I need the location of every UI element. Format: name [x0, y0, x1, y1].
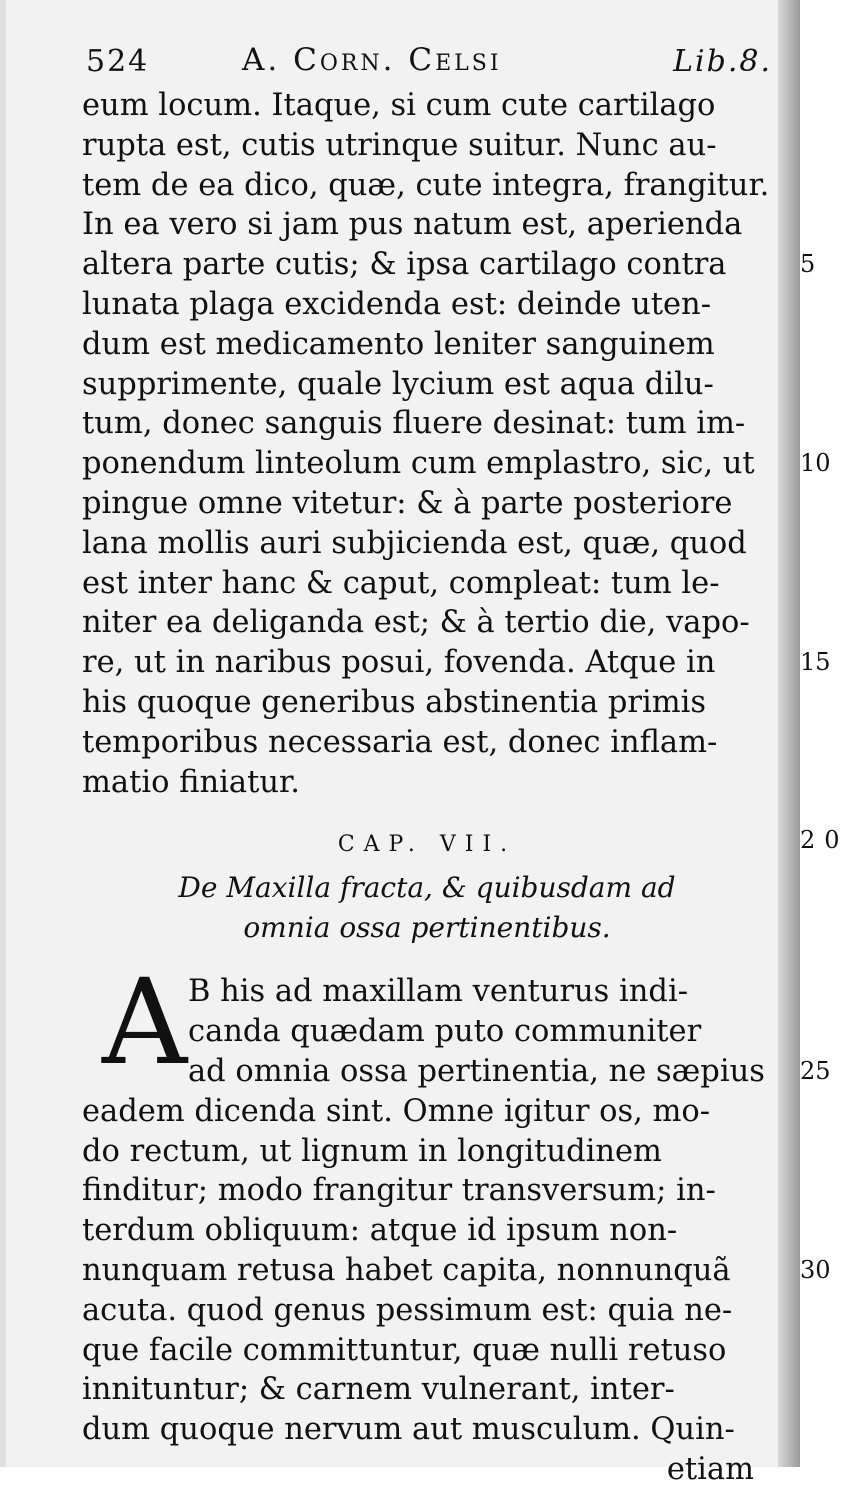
text-line: his quoque generibus abstinentia primis: [82, 684, 707, 720]
book-number: Lib.8.: [673, 44, 772, 79]
running-head: [82, 28, 772, 86]
running-title: A. Corn. Celsi: [242, 42, 502, 78]
catchword: etiam: [666, 1451, 754, 1487]
text-line-content: ponendum linteolum cum emplastro, sic, ut: [82, 446, 755, 482]
text-line: B his ad maxillam venturus indi-: [188, 974, 689, 1010]
text-line: terdum obliquum: atque id ipsum non-: [82, 1213, 678, 1249]
text-line: finditur; modo frangitur transversum; in-: [82, 1173, 716, 1209]
text-line: [82, 1052, 831, 1092]
text-line-content: re, ut in naribus posui, fovenda. Atque in: [82, 645, 716, 681]
drop-cap: A: [102, 953, 188, 1092]
text-line: matio finiatur.: [82, 764, 300, 800]
margin-number: 30: [800, 1255, 831, 1284]
margin-number: 10: [800, 449, 831, 478]
text-line-content: nunquam retusa habet capita, nonnunquã: [82, 1252, 731, 1288]
text-block: [82, 28, 849, 1490]
text-line: lana mollis auri subjicienda est, quæ, quod: [82, 525, 747, 561]
text-line: est inter hanc & caput, compleat: tum le-: [82, 565, 720, 601]
text-line-content: ad omnia ossa pertinentia, ne sæpius: [188, 1053, 765, 1089]
text-line: [82, 1251, 831, 1291]
chapter-heading: [82, 826, 849, 862]
body-paragraph: [82, 86, 831, 802]
chapter-paragraph: [82, 953, 831, 1489]
text-line: tem de ea dico, quæ, cute integra, frangitur.: [82, 167, 770, 203]
chapter-number: CAP. VII.: [337, 832, 517, 858]
text-line: supprimente, quale lycium est aqua dilu-: [82, 366, 714, 402]
margin-number: 15: [800, 648, 831, 677]
page-gutter: [0, 0, 6, 1467]
text-line: In ea vero si jam pus natum est, aperienda: [82, 207, 743, 243]
chapter-subtitle-line: omnia ossa pertinentibus.: [243, 911, 611, 945]
text-line: lunata plaga excidenda est: deinde uten-: [82, 286, 712, 322]
text-line: rupta est, cutis utrinque suitur. Nunc au-: [82, 127, 717, 163]
text-line: canda quædam puto communiter: [188, 1014, 702, 1050]
text-line: innituntur; & carnem vulnerant, inter-: [82, 1372, 675, 1408]
margin-number: 5: [800, 250, 816, 279]
text-line: acuta. quod genus pessimum est: quia ne-: [82, 1292, 733, 1328]
text-line: dum quoque nervum aut musculum. Quin-: [82, 1412, 735, 1448]
text-line: [82, 245, 816, 285]
page-edge: [778, 0, 800, 1467]
text-line: [82, 643, 831, 683]
text-line: [82, 444, 831, 484]
text-line-content: altera parte cutis; & ipsa cartilago contra: [82, 247, 727, 283]
text-line: eum locum. Itaque, si cum cute cartilago: [82, 88, 716, 123]
text-line: pingue omne vitetur: & à parte posteriore: [82, 485, 733, 521]
text-line: eadem dicenda sint. Omne igitur os, mo-: [82, 1093, 711, 1129]
text-line: tum, donec sanguis fluere desinat: tum im-: [82, 406, 746, 442]
text-line: do rectum, ut lignum in longitudinem: [82, 1133, 662, 1169]
text-line: niter ea deliganda est; & à tertio die, vapo-: [82, 605, 750, 641]
page-number: 524: [86, 44, 150, 79]
margin-number: 20: [800, 826, 849, 855]
text-line: que facile committuntur, quæ nulli retuso: [82, 1332, 727, 1368]
margin-number: 25: [800, 1056, 831, 1085]
chapter-subtitle: [82, 868, 772, 948]
chapter-subtitle-line: De Maxilla fracta, & quibusdam ad: [178, 871, 676, 905]
text-line: temporibus necessaria est, donec inflam-: [82, 724, 718, 760]
text-line: dum est medicamento leniter sanguinem: [82, 326, 715, 362]
